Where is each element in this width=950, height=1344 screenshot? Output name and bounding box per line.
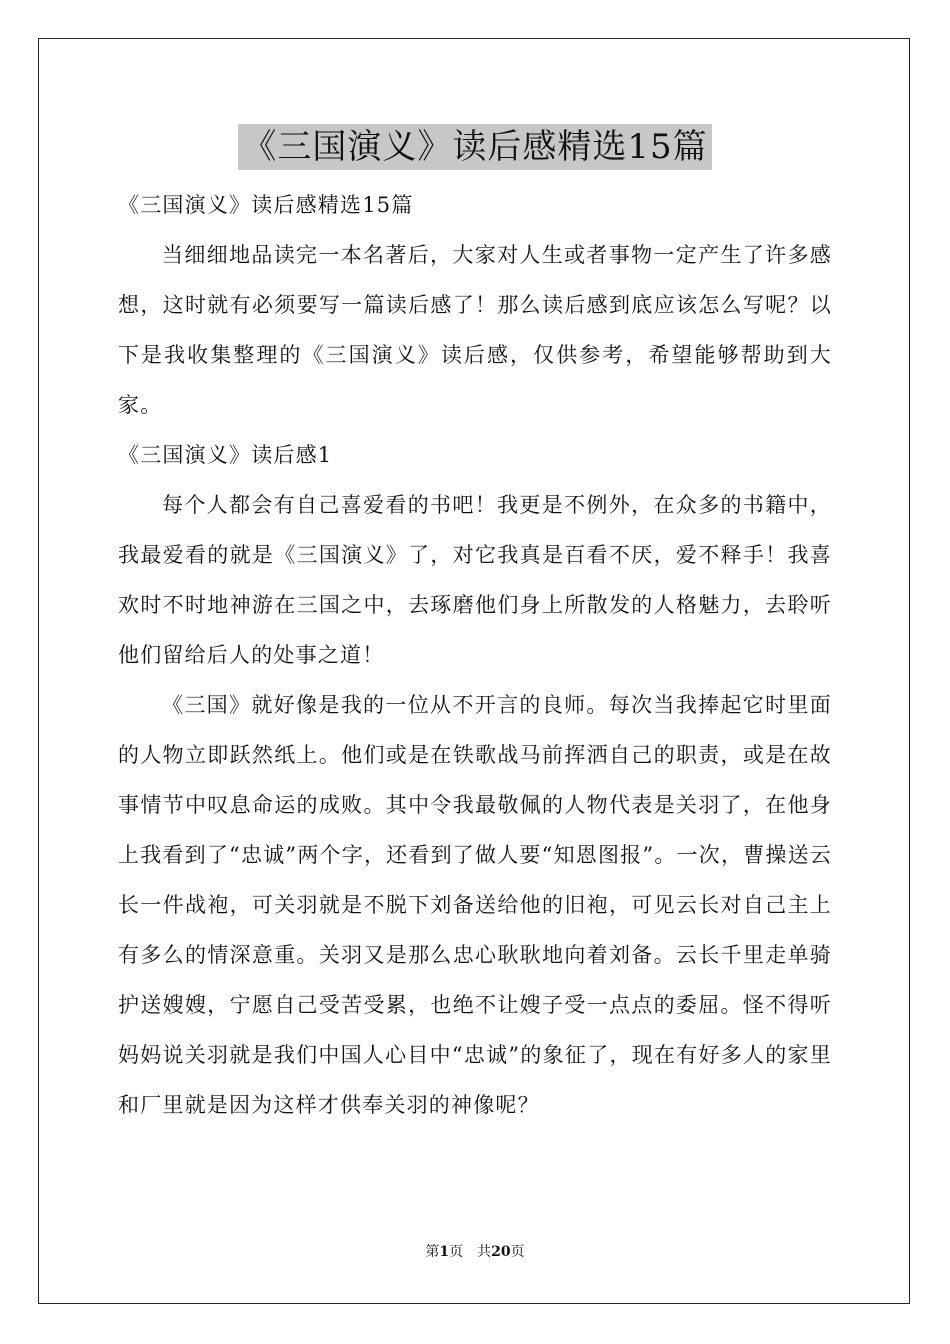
- body-paragraph-2: 《三国》就好像是我的一位从不开言的良师。每次当我捧起它时里面的人物立即跃然纸上。他们或是在铁歌战马前挥洒自己的职责，或是在故事情节中叹息命运的成败。其中令我最敬佩的人物代表是关羽了，在他身上我看到了“忠诚”两个字，还看到了做人要“知恩图报”。一次，曹操送云长一件战袍，可关羽就是不脱下刘备送给他的旧袍，可见云长对自己主上有多么的情深意重。关羽又是那么忠心耿耿地向着刘备。云长千里走单骑护送嫂嫂，宁愿自己受苦受累，也绝不让嫂子受一点点的委屈。怪不得听妈妈说关羽就是我们中国人心目中“忠诚”的象征了，现在有好多人的家里和厂里就是因为这样才供奉关羽的神像呢？: [118, 693, 832, 1117]
- footer-suffix: 页: [510, 1244, 525, 1260]
- footer-mid: 页 共: [449, 1244, 492, 1260]
- page-footer: [0, 1241, 950, 1261]
- footer-total-pages: 20: [491, 1244, 511, 1260]
- document-title: 《三国演义》读后感精选15篇: [238, 124, 711, 170]
- title-container: [0, 124, 950, 170]
- document-body: [118, 180, 832, 1130]
- footer-prefix: 第: [425, 1244, 440, 1260]
- section-heading: 《三国演义》读后感1: [118, 443, 333, 467]
- footer-current-page: 1: [439, 1244, 450, 1260]
- subtitle-line: 《三国演义》读后感精选15篇: [118, 193, 414, 217]
- body-paragraph-1: 每个人都会有自己喜爱看的书吧！我更是不例外，在众多的书籍中，我最爱看的就是《三国演义》了，对它我真是百看不厌，爱不释手！我喜欢时不时地神游在三国之中，去琢磨他们身上所散发的人格魅力，去聆听他们留给后人的处事之道！: [118, 493, 832, 667]
- intro-paragraph: 当细细地品读完一本名著后，大家对人生或者事物一定产生了许多感想，这时就有必须要写一篇读后感了！那么读后感到底应该怎么写呢？以下是我收集整理的《三国演义》读后感，仅供参考，希望能够帮助到大家。: [118, 243, 832, 417]
